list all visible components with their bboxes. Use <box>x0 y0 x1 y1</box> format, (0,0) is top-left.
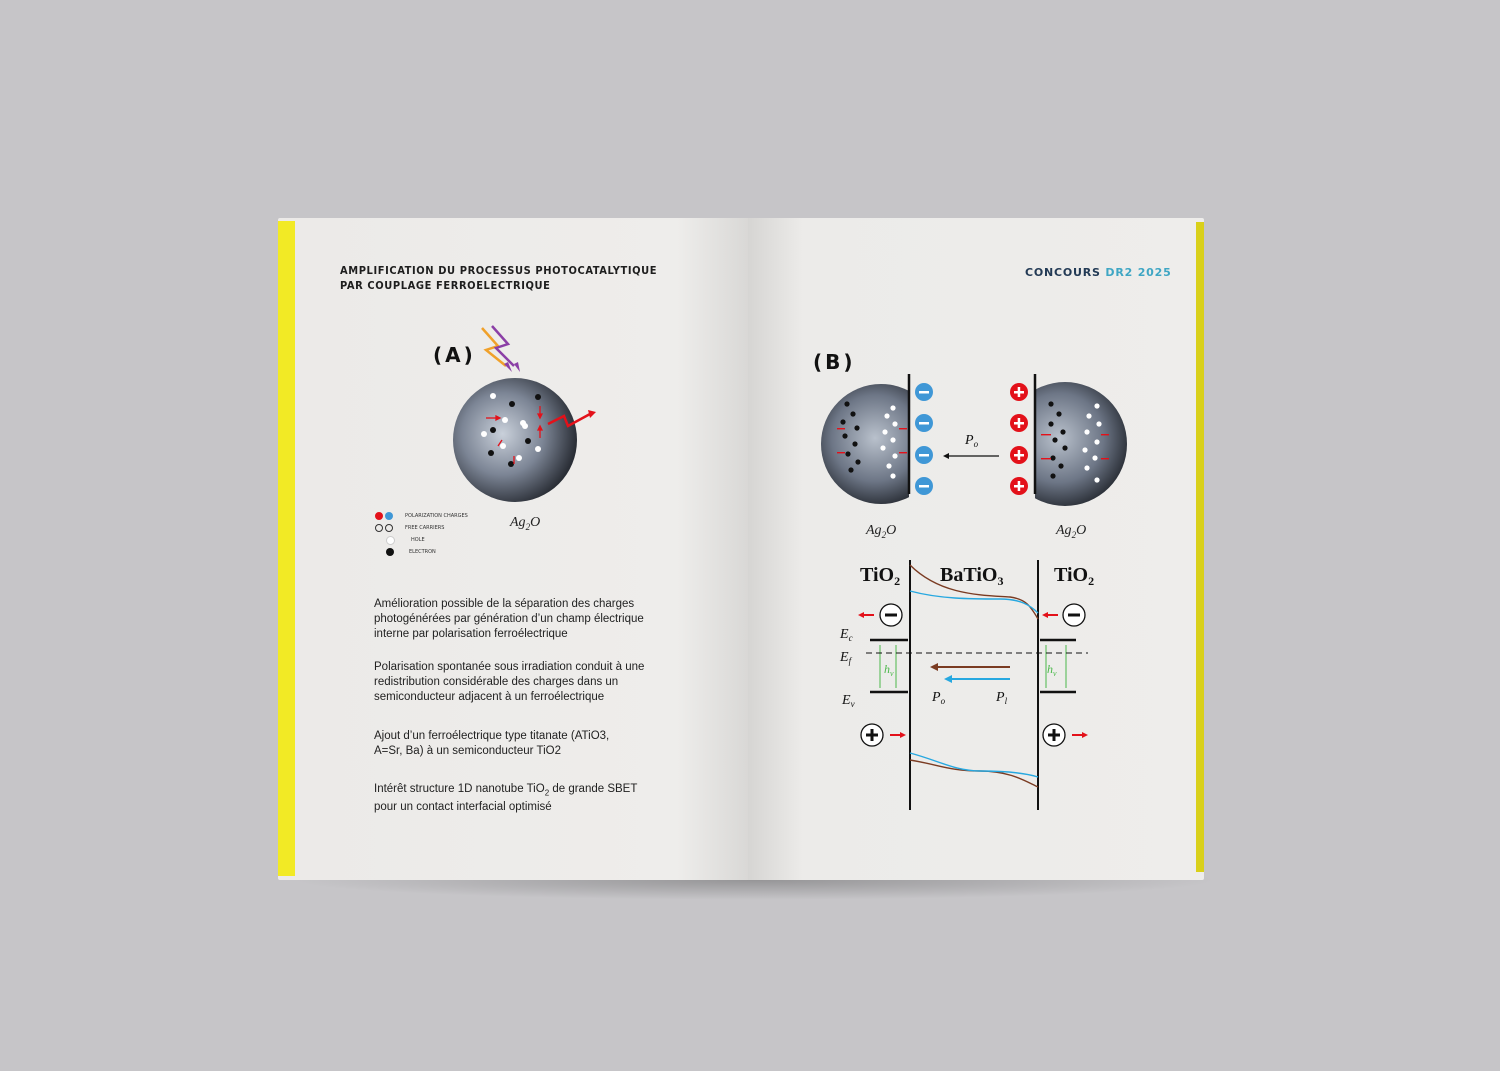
svg-text:BaTiO3 <box>940 564 1003 588</box>
ef-label: E <box>840 650 849 665</box>
ev-sub: v <box>850 699 855 709</box>
svg-text:hv <box>884 662 894 678</box>
tio2-left-label: TiO <box>860 564 895 586</box>
paragraph-4-b: de grande SBET pour un contact interfacial optimisé <box>374 783 638 814</box>
hv-label-right: h <box>1047 662 1053 676</box>
paragraph-1: Amélioration possible de la séparation des charges photogénérées par génération d’un champ électrique interne par polarisation ferroélectrique <box>374 598 644 640</box>
heading-line-2: PAR COUPLAGE FERROELECTRIQUE <box>340 279 551 292</box>
svg-text:hv <box>1047 662 1057 678</box>
svg-text:TiO2 <box>860 564 900 588</box>
band-diagram <box>830 555 1100 815</box>
ag2o-br-tail: O <box>1076 523 1087 538</box>
ag2o-label-a <box>510 515 540 532</box>
concours-header <box>1025 266 1172 279</box>
electron-icon <box>386 548 394 556</box>
paragraph-4 <box>374 782 659 815</box>
ag2o-a-base: Ag <box>510 515 526 530</box>
plus-charge-icon-left <box>861 724 906 746</box>
hole-icon <box>386 536 395 545</box>
batio3-label: BaTiO <box>940 564 998 586</box>
legend-polarization-text: POLARIZATION CHARGES <box>405 513 468 519</box>
svg-text:Po <box>931 690 946 706</box>
ag2o-br-base: Ag <box>1056 523 1072 538</box>
tio2-right-label: TiO <box>1054 564 1089 586</box>
ag2o-label-b-right <box>1056 523 1086 540</box>
legend-electron-text: ELECTRON <box>409 549 436 555</box>
minus-charge-icon-right <box>1042 604 1085 626</box>
paragraph-4-a: Intérêt structure 1D nanotube TiO <box>374 783 545 795</box>
figure-a-illustration <box>440 320 620 510</box>
figure-a-label: (A) <box>433 343 476 367</box>
ag2o-bl-tail: O <box>886 523 897 538</box>
hv-sub-left: v <box>890 669 894 678</box>
legend-item <box>375 534 468 546</box>
legend-item <box>375 510 468 522</box>
svg-text:Po <box>964 433 979 449</box>
legend <box>375 510 468 558</box>
legend-item <box>375 522 468 534</box>
paragraph-4-sub: 2 <box>544 788 550 798</box>
po-sub: o <box>940 696 946 706</box>
positive-charge-icons <box>1010 383 1028 495</box>
free-carriers-icon <box>375 524 393 532</box>
svg-text:Ef <box>839 650 853 666</box>
page-heading <box>340 263 670 293</box>
concours-accent: DR2 2025 <box>1105 266 1172 279</box>
po-sub-b: o <box>973 439 979 449</box>
ag2o-br-sub: 2 <box>1071 529 1077 540</box>
legend-free-carriers-text: FREE CARRIERS <box>405 525 445 531</box>
ag2o-particle-a <box>453 378 577 502</box>
tio2-right-sub: 2 <box>1088 574 1095 588</box>
ag2o-bl-base: Ag <box>866 523 882 538</box>
svg-text:Ec <box>839 627 853 643</box>
paragraph-2: Polarisation spontanée sous irradiation conduit à une redistribution considérable des charges dans un semiconducteur adjacent à un ferroélectrique <box>374 661 645 703</box>
ev-label: E <box>842 693 851 708</box>
ec-sub: c <box>848 633 853 643</box>
po-label: P <box>932 690 941 705</box>
figure-b-illustration <box>815 370 1135 510</box>
legend-item <box>375 546 468 558</box>
legend-hole-text: HOLE <box>411 537 425 543</box>
concours-text: CONCOURS <box>1025 266 1101 279</box>
left-page <box>278 218 748 880</box>
polarization-charges-icon <box>375 512 393 520</box>
pl-label: P <box>996 690 1005 705</box>
yellow-cover-right-edge <box>1196 222 1204 872</box>
pl-sub: l <box>1004 696 1008 706</box>
ec-label: E <box>840 627 849 642</box>
ag2o-label-b-left <box>866 523 896 540</box>
negative-charge-icons <box>915 383 933 495</box>
hv-label-left: h <box>884 662 890 676</box>
ef-sub: f <box>848 656 852 666</box>
minus-charge-icon-left <box>858 604 902 626</box>
figure-b-label: (B) <box>813 350 856 374</box>
batio3-sub: 3 <box>997 574 1004 588</box>
svg-text:TiO2 <box>1054 564 1094 588</box>
po-label-b: P <box>965 433 974 448</box>
hv-sub-right: v <box>1053 669 1057 678</box>
plus-charge-icon-right <box>1043 724 1088 746</box>
svg-text:Ev <box>841 693 855 709</box>
tio2-left-sub: 2 <box>894 574 901 588</box>
svg-text:Pl <box>995 690 1008 706</box>
heading-line-1: AMPLIFICATION DU PROCESSUS PHOTOCATALYTIQUE <box>340 264 658 277</box>
yellow-cover-left-edge <box>278 221 295 876</box>
paragraph-3: Ajout d’un ferroélectrique type titanate (ATiO3, A=Sr, Ba) à un semiconducteur TiO2 <box>374 730 610 757</box>
ag2o-a-sub: 2 <box>525 521 531 532</box>
ag2o-bl-sub: 2 <box>881 529 887 540</box>
ag2o-a-tail: O <box>530 515 541 530</box>
